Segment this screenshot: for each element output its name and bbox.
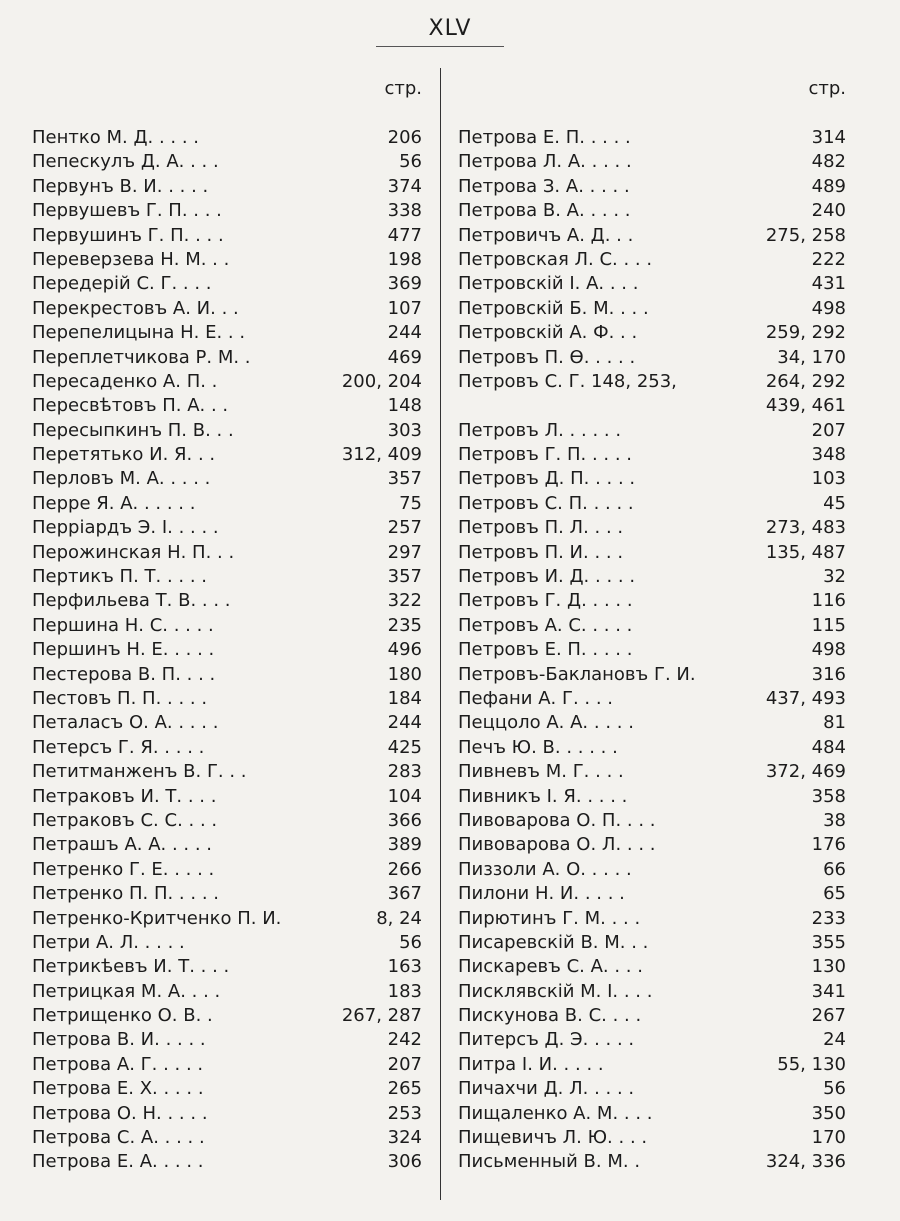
header-rule bbox=[376, 46, 504, 47]
entry-pages: 104 bbox=[387, 785, 422, 807]
index-entry bbox=[458, 711, 846, 735]
index-entry bbox=[458, 565, 846, 589]
entry-list bbox=[458, 126, 846, 1175]
entry-name: Пестерова В. П. . . . bbox=[32, 663, 216, 685]
entry-name: Перріардъ Э. І. . . . . bbox=[32, 517, 219, 539]
entry-name: Петровъ Г. Д. . . . . bbox=[458, 590, 633, 612]
index-entry bbox=[32, 565, 422, 589]
page-number: XLV bbox=[428, 16, 472, 41]
index-entry bbox=[32, 541, 422, 565]
entry-pages: 314 bbox=[811, 127, 846, 148]
entry-name: Петровъ Г. П. . . . . bbox=[458, 444, 633, 466]
index-entry bbox=[32, 882, 422, 906]
index-entry bbox=[458, 931, 846, 955]
entry-name: Перожинская Н. П. . . bbox=[32, 541, 235, 563]
entry-name: Пискунова В. С. . . . bbox=[458, 1005, 642, 1027]
entry-name: Петрова О. Н. . . . . bbox=[32, 1102, 208, 1124]
entry-name: Пересвѣтовъ П. А. . . bbox=[32, 395, 229, 417]
index-entry bbox=[458, 126, 846, 150]
entry-name: Передерій С. Г. . . . bbox=[32, 273, 212, 295]
entry-pages: 56 bbox=[823, 1078, 846, 1100]
index-entry bbox=[32, 1126, 422, 1150]
entry-pages: 107 bbox=[387, 297, 422, 319]
entry-pages: 312, 409 bbox=[341, 444, 422, 466]
entry-name: Перекрестовъ А. И. . . bbox=[32, 297, 239, 319]
index-entry bbox=[458, 1004, 846, 1028]
entry-pages: 322 bbox=[387, 590, 422, 612]
index-entry bbox=[458, 297, 846, 321]
index-entry bbox=[32, 321, 422, 345]
entry-pages: 45 bbox=[823, 492, 846, 514]
index-entry bbox=[458, 1126, 846, 1150]
entry-name: Петрашъ А. А. . . . . bbox=[32, 834, 213, 856]
entry-name: Петровичъ А. Д. . . bbox=[458, 224, 634, 246]
entry-list bbox=[32, 126, 422, 1175]
entry-pages: 135, 487 bbox=[765, 541, 846, 563]
entry-name: Пирютинъ Г. М. . . . bbox=[458, 907, 641, 929]
entry-pages: 206 bbox=[387, 127, 422, 148]
entry-name: Петровъ Л. . . . . . bbox=[458, 419, 622, 441]
entry-pages: 103 bbox=[811, 468, 846, 490]
index-entry bbox=[32, 785, 422, 809]
entry-name: Пепескулъ Д. А. . . . bbox=[32, 151, 219, 173]
entry-pages: 259, 292 bbox=[765, 322, 846, 344]
entry-pages: 498 bbox=[811, 639, 846, 661]
index-entry bbox=[458, 199, 846, 223]
index-entry bbox=[458, 224, 846, 248]
entry-pages: 469 bbox=[387, 346, 422, 368]
entry-name: Петрова Е. А. . . . . bbox=[32, 1151, 204, 1173]
index-entry bbox=[458, 321, 846, 345]
index-entry bbox=[458, 882, 846, 906]
entry-name: Первунъ В. И. . . . . bbox=[32, 175, 209, 197]
entry-pages: 431 bbox=[811, 273, 846, 295]
entry-name: Петрикѣевъ И. Т. . . . bbox=[32, 956, 230, 978]
entry-name: Пилони Н. И. . . . . bbox=[458, 883, 625, 905]
entry-pages: 482 bbox=[811, 151, 846, 173]
entry-name: Петрова Е. П. . . . . bbox=[458, 127, 631, 148]
index-entry bbox=[458, 736, 846, 760]
entry-name: Письменный В. М. . bbox=[458, 1151, 641, 1173]
entry-name: Петрова Е. Х. . . . . bbox=[32, 1078, 204, 1100]
index-entry bbox=[32, 272, 422, 296]
index-entry bbox=[32, 858, 422, 882]
page-column-header: стр. bbox=[808, 78, 846, 99]
column-divider bbox=[440, 68, 441, 1200]
index-entry bbox=[32, 1004, 422, 1028]
entry-name: Петрищенко О. В. . bbox=[32, 1005, 213, 1027]
entry-pages: 240 bbox=[811, 200, 846, 222]
entry-pages: 265 bbox=[387, 1078, 422, 1100]
entry-name: Пищевичъ Л. Ю. . . . bbox=[458, 1127, 648, 1149]
index-entry bbox=[458, 955, 846, 979]
entry-name: Переплетчикова Р. М. . bbox=[32, 346, 251, 368]
entry-pages: 242 bbox=[387, 1029, 422, 1051]
index-entry bbox=[32, 1150, 422, 1174]
entry-name: Пичахчи Д. Л. . . . . bbox=[458, 1078, 635, 1100]
entry-pages: 355 bbox=[811, 931, 846, 953]
entry-pages: 257 bbox=[387, 517, 422, 539]
index-entry bbox=[458, 589, 846, 613]
index-entry bbox=[458, 443, 846, 467]
entry-name: Пересыпкинъ П. В. . . bbox=[32, 419, 234, 441]
entry-name: Петровскій Б. М. . . . bbox=[458, 297, 649, 319]
entry-pages: 374 bbox=[387, 175, 422, 197]
entry-name: Петаласъ О. А. . . . . bbox=[32, 712, 219, 734]
entry-pages: 253 bbox=[387, 1102, 422, 1124]
entry-pages: 267, 287 bbox=[341, 1005, 422, 1027]
entry-name: Петрицкая М. А. . . . bbox=[32, 980, 221, 1002]
index-entry bbox=[458, 785, 846, 809]
index-entry bbox=[32, 736, 422, 760]
entry-pages: 389 bbox=[387, 834, 422, 856]
entry-pages: 498 bbox=[811, 297, 846, 319]
entry-pages: 66 bbox=[823, 858, 846, 880]
index-entry bbox=[458, 467, 846, 491]
index-entry bbox=[32, 394, 422, 418]
entry-name: Петровъ-Баклановъ Г. И. bbox=[458, 663, 696, 685]
entry-pages: 350 bbox=[811, 1102, 846, 1124]
entry-name: Петровъ Е. П. . . . . bbox=[458, 639, 633, 661]
entry-pages: 183 bbox=[387, 980, 422, 1002]
index-entry bbox=[32, 663, 422, 687]
entry-pages: 264, 292 bbox=[765, 370, 846, 392]
index-entry bbox=[32, 297, 422, 321]
entry-name: Петрова Л. А. . . . . bbox=[458, 151, 632, 173]
index-entry bbox=[32, 175, 422, 199]
index-entry bbox=[32, 809, 422, 833]
entry-name: Петри А. Л. . . . . bbox=[32, 931, 185, 953]
entry-pages: 369 bbox=[387, 273, 422, 295]
entry-name: Пентко М. Д. . . . . bbox=[32, 127, 200, 148]
entry-pages: 357 bbox=[387, 566, 422, 588]
index-entry bbox=[458, 1150, 846, 1174]
index-entry bbox=[458, 370, 846, 394]
entry-name: Перловъ М. А. . . . . bbox=[32, 468, 211, 490]
index-entry bbox=[32, 955, 422, 979]
entry-name: Пищаленко А. М. . . . bbox=[458, 1102, 653, 1124]
entry-name: Петренко-Критченко П. И. bbox=[32, 907, 282, 929]
entry-name: Петренко П. П. . . . . bbox=[32, 883, 219, 905]
entry-name: Пивоварова О. Л. . . . bbox=[458, 834, 656, 856]
entry-name: Петровъ П. Л. . . . bbox=[458, 517, 624, 539]
index-entry bbox=[32, 370, 422, 394]
entry-pages: 34, 170 bbox=[777, 346, 846, 368]
entry-pages: 200, 204 bbox=[341, 370, 422, 392]
entry-name: Перепелицына Н. Е. . . bbox=[32, 322, 246, 344]
index-entry bbox=[458, 1053, 846, 1077]
index-entry bbox=[32, 833, 422, 857]
entry-name: Питра І. И. . . . . bbox=[458, 1053, 604, 1075]
entry-pages: 324, 336 bbox=[765, 1151, 846, 1173]
entry-name: Пересаденко А. П. . bbox=[32, 370, 218, 392]
entry-pages: 170 bbox=[811, 1127, 846, 1149]
index-entry bbox=[32, 980, 422, 1004]
entry-name: Петрова В. А. . . . . bbox=[458, 200, 631, 222]
entry-pages: 65 bbox=[823, 883, 846, 905]
entry-pages: 338 bbox=[387, 200, 422, 222]
entry-name: Перфильева Т. В. . . . bbox=[32, 590, 231, 612]
entry-name: Пивневъ М. Г. . . . bbox=[458, 761, 624, 783]
entry-name: Петровъ С. П. . . . . bbox=[458, 492, 634, 514]
index-entry bbox=[458, 541, 846, 565]
entry-pages: 32 bbox=[823, 566, 846, 588]
entry-pages: 267 bbox=[811, 1005, 846, 1027]
index-entry bbox=[458, 663, 846, 687]
entry-pages: 176 bbox=[811, 834, 846, 856]
index-entry bbox=[32, 199, 422, 223]
index-entry bbox=[32, 126, 422, 150]
index-entry bbox=[32, 1028, 422, 1052]
index-entry bbox=[458, 907, 846, 931]
index-entry bbox=[458, 419, 846, 443]
entry-name: Пискаревъ С. А. . . . bbox=[458, 956, 643, 978]
entry-pages: 348 bbox=[811, 444, 846, 466]
entry-name: Пестовъ П. П. . . . . bbox=[32, 687, 208, 709]
entry-pages: 38 bbox=[823, 809, 846, 831]
entry-pages: 437, 493 bbox=[765, 687, 846, 709]
entry-name: Пивоварова О. П. . . . bbox=[458, 809, 656, 831]
entry-pages: 56 bbox=[399, 151, 422, 173]
entry-name: Петровскій А. Ф. . . bbox=[458, 322, 638, 344]
index-entry bbox=[458, 272, 846, 296]
index-entry bbox=[32, 492, 422, 516]
entry-pages: 244 bbox=[387, 712, 422, 734]
entry-pages: 316 bbox=[811, 663, 846, 685]
index-entry bbox=[32, 638, 422, 662]
index-entry bbox=[458, 833, 846, 857]
entry-name: Петровская Л. С. . . . bbox=[458, 248, 653, 270]
entry-pages: 324 bbox=[387, 1127, 422, 1149]
index-entry bbox=[32, 248, 422, 272]
entry-pages: 233 bbox=[811, 907, 846, 929]
index-entry bbox=[32, 224, 422, 248]
entry-pages: 163 bbox=[387, 956, 422, 978]
entry-pages: 184 bbox=[387, 687, 422, 709]
entry-pages: 116 bbox=[811, 590, 846, 612]
index-entry bbox=[458, 492, 846, 516]
index-entry bbox=[458, 394, 846, 418]
entry-pages: 439, 461 bbox=[765, 395, 846, 417]
entry-name: Перре Я. А. . . . . . bbox=[32, 492, 196, 514]
index-entry bbox=[32, 150, 422, 174]
entry-pages: 130 bbox=[811, 956, 846, 978]
entry-pages: 477 bbox=[387, 224, 422, 246]
entry-pages: 425 bbox=[387, 736, 422, 758]
entry-pages: 275, 258 bbox=[765, 224, 846, 246]
entry-name: Петраковъ И. Т. . . . bbox=[32, 785, 217, 807]
entry-pages: 207 bbox=[387, 1053, 422, 1075]
entry-pages: 222 bbox=[811, 248, 846, 270]
entry-pages: 484 bbox=[811, 736, 846, 758]
entry-pages: 366 bbox=[387, 809, 422, 831]
entry-name: Петрова З. А. . . . . bbox=[458, 175, 630, 197]
entry-name: Петрова В. И. . . . . bbox=[32, 1029, 206, 1051]
index-entry bbox=[32, 516, 422, 540]
index-entry bbox=[458, 687, 846, 711]
index-entry bbox=[458, 858, 846, 882]
index-entry bbox=[32, 1102, 422, 1126]
entry-pages: 283 bbox=[387, 761, 422, 783]
entry-pages: 372, 469 bbox=[765, 761, 846, 783]
index-entry bbox=[458, 175, 846, 199]
index-entry bbox=[32, 760, 422, 784]
index-entry bbox=[458, 809, 846, 833]
index-entry bbox=[458, 1028, 846, 1052]
entry-pages: 55, 130 bbox=[777, 1053, 846, 1075]
entry-name: Петерсъ Г. Я. . . . . bbox=[32, 736, 205, 758]
index-entry bbox=[32, 711, 422, 735]
entry-name: Петровъ А. С. . . . . bbox=[458, 614, 633, 636]
entry-name: Петровъ П. И. . . . bbox=[458, 541, 624, 563]
entry-name: Петровъ И. Д. . . . . bbox=[458, 566, 636, 588]
entry-pages: 367 bbox=[387, 883, 422, 905]
entry-name: Пертикъ П. Т. . . . . bbox=[32, 566, 207, 588]
entry-name: Пиззоли А. О. . . . . bbox=[458, 858, 632, 880]
entry-pages: 207 bbox=[811, 419, 846, 441]
index-entry bbox=[32, 443, 422, 467]
entry-name: Первушевъ Г. П. . . . bbox=[32, 200, 222, 222]
entry-pages: 148 bbox=[387, 395, 422, 417]
entry-pages: 75 bbox=[399, 492, 422, 514]
entry-pages: 496 bbox=[387, 639, 422, 661]
entry-name: Перетятько И. Я. . . bbox=[32, 444, 216, 466]
index-entry bbox=[32, 589, 422, 613]
entry-name: Петитманженъ В. Г. . . bbox=[32, 761, 247, 783]
index-entry bbox=[458, 346, 846, 370]
entry-name: Петровъ П. Ѳ. . . . . bbox=[458, 346, 636, 368]
entry-pages: 56 bbox=[399, 931, 422, 953]
entry-pages: 198 bbox=[387, 248, 422, 270]
entry-pages: 180 bbox=[387, 663, 422, 685]
index-entry bbox=[32, 614, 422, 638]
entry-name: Петровъ С. Г. 148, 253, bbox=[458, 370, 677, 392]
index-entry bbox=[32, 1077, 422, 1101]
entry-pages: 358 bbox=[811, 785, 846, 807]
entry-name: Переверзева Н. М. . . bbox=[32, 248, 230, 270]
index-entry bbox=[458, 1077, 846, 1101]
entry-name: Первушинъ Г. П. . . . bbox=[32, 224, 224, 246]
index-entry bbox=[32, 687, 422, 711]
index-entry bbox=[458, 150, 846, 174]
entry-pages: 303 bbox=[387, 419, 422, 441]
entry-pages: 357 bbox=[387, 468, 422, 490]
entry-name: Пеццоло А. А. . . . . bbox=[458, 712, 634, 734]
entry-name: Петренко Г. Е. . . . . bbox=[32, 858, 215, 880]
index-entry bbox=[458, 248, 846, 272]
index-entry bbox=[32, 467, 422, 491]
entry-name: Писклявскій М. І. . . . bbox=[458, 980, 653, 1002]
entry-name: Писаревскій В. М. . . bbox=[458, 931, 649, 953]
entry-pages: 244 bbox=[387, 322, 422, 344]
entry-name: Пивникъ І. Я. . . . . bbox=[458, 785, 628, 807]
entry-pages: 8, 24 bbox=[376, 907, 422, 929]
entry-pages: 235 bbox=[387, 614, 422, 636]
entry-pages: 266 bbox=[387, 858, 422, 880]
index-entry bbox=[458, 614, 846, 638]
entry-name: Петровскій І. А. . . . bbox=[458, 273, 639, 295]
entry-pages: 489 bbox=[811, 175, 846, 197]
index-entry bbox=[32, 346, 422, 370]
entry-name: Петраковъ С. С. . . . bbox=[32, 809, 218, 831]
entry-pages: 341 bbox=[811, 980, 846, 1002]
entry-name: Печъ Ю. В. . . . . . bbox=[458, 736, 618, 758]
entry-name: Першинъ Н. Е. . . . . bbox=[32, 639, 215, 661]
entry-name: Петрова А. Г. . . . . bbox=[32, 1053, 204, 1075]
index-entry bbox=[32, 419, 422, 443]
index-entry bbox=[32, 907, 422, 931]
page-column-header: стр. bbox=[384, 78, 422, 99]
index-entry bbox=[458, 516, 846, 540]
index-entry bbox=[458, 1102, 846, 1126]
index-entry bbox=[458, 760, 846, 784]
entry-pages: 81 bbox=[823, 712, 846, 734]
entry-pages: 297 bbox=[387, 541, 422, 563]
entry-pages: 115 bbox=[811, 614, 846, 636]
index-entry bbox=[458, 638, 846, 662]
entry-name: Петрова С. А. . . . . bbox=[32, 1127, 205, 1149]
entry-name: Питерсъ Д. Э. . . . . bbox=[458, 1029, 635, 1051]
index-entry bbox=[32, 1053, 422, 1077]
entry-pages: 273, 483 bbox=[765, 517, 846, 539]
entry-pages: 24 bbox=[823, 1029, 846, 1051]
entry-name: Петровъ Д. П. . . . . bbox=[458, 468, 636, 490]
entry-pages: 306 bbox=[387, 1151, 422, 1173]
index-entry bbox=[32, 931, 422, 955]
entry-name: Першина Н. С. . . . . bbox=[32, 614, 214, 636]
entry-name: Пефани А. Г. . . . bbox=[458, 687, 614, 709]
index-entry bbox=[458, 980, 846, 1004]
